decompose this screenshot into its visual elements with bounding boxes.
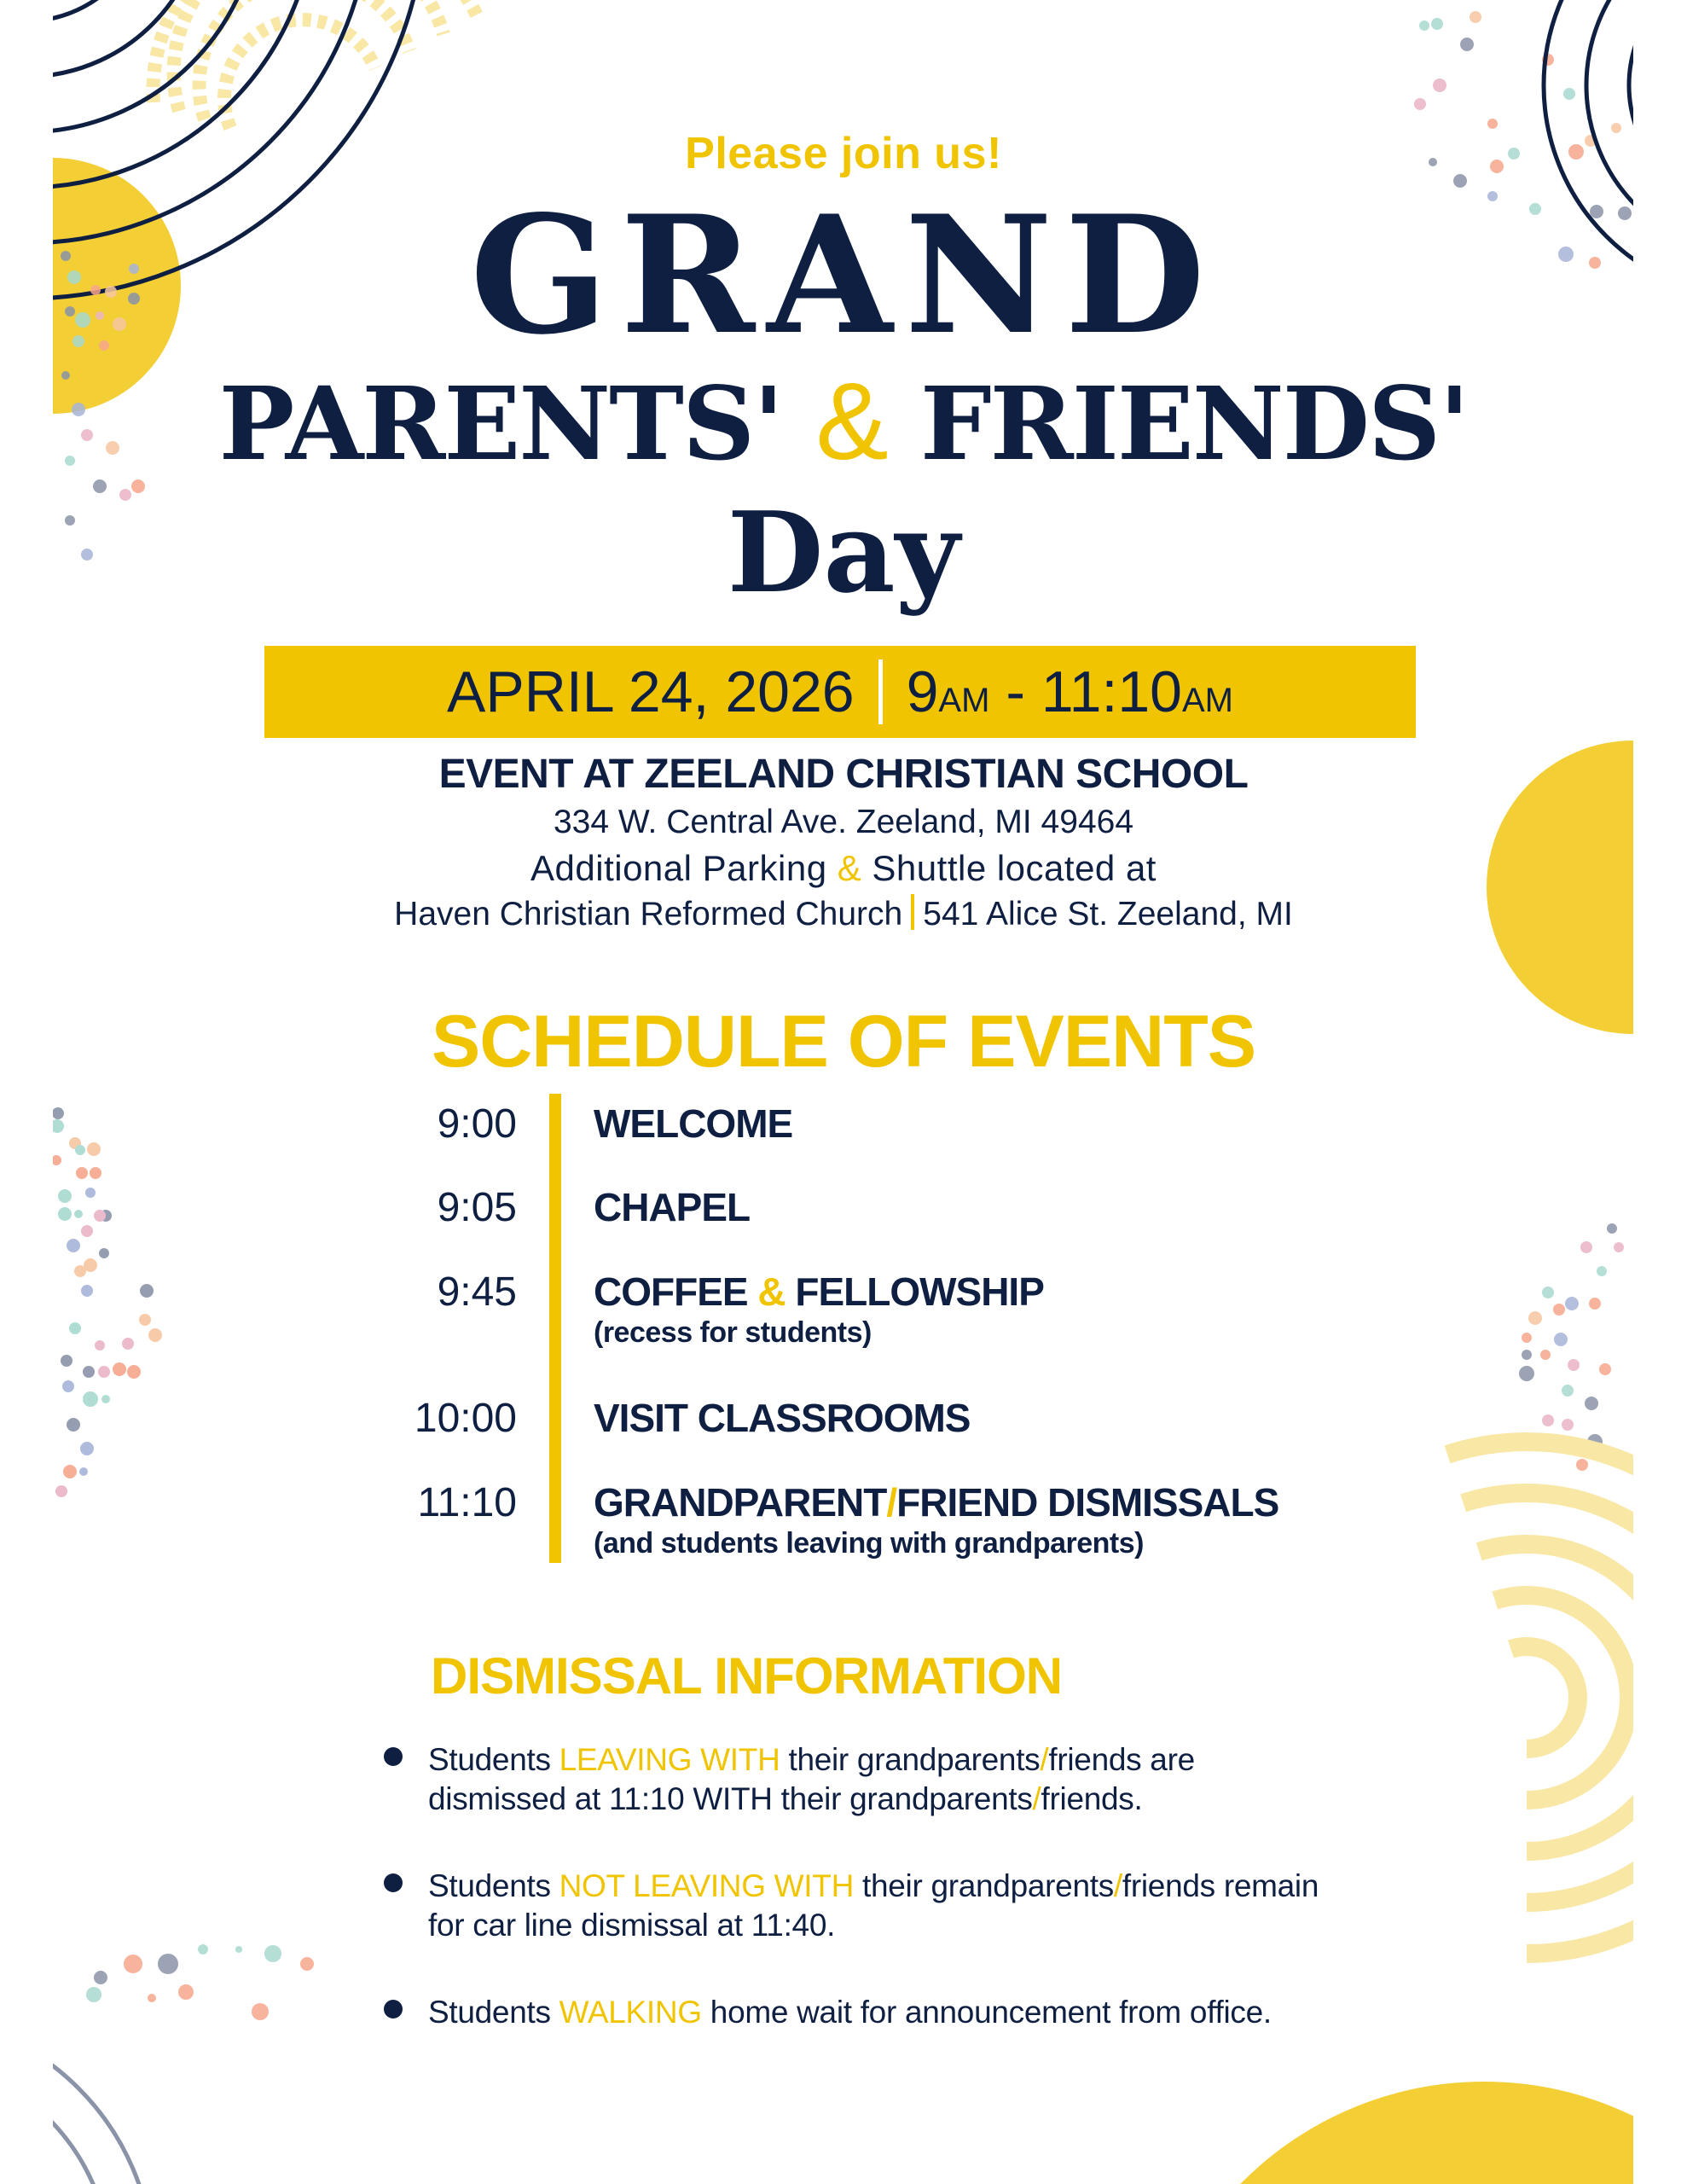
bullet-icon [384,1747,403,1766]
schedule-time: 11:10 [417,1480,517,1525]
venue-address: 334 W. Central Ave. Zeeland, MI 49464 [553,804,1134,840]
bullet-icon [384,2000,403,2018]
title-grand: GRAND [469,180,1217,370]
timeline-bar [549,1094,561,1563]
church-info [0,894,1687,933]
end-time: 11:10AM [1041,659,1233,724]
event-date: APRIL 24, 2026 [447,659,855,724]
church-address: 541 Alice St. Zeeland, MI [923,896,1293,932]
schedule-time: 9:00 [437,1101,517,1147]
banner-divider [878,659,883,724]
schedule-subtext: (and students leaving with grandparents) [594,1527,1144,1560]
schedule-time: 9:05 [437,1185,517,1230]
title-day: Day [727,487,960,618]
title-parents-friends [0,361,1687,483]
church-name: Haven Christian Reformed Church [394,896,903,932]
bullet-text: Students WALKING home wait for announcement from office. [428,1995,1272,2030]
schedule-label: VISIT CLASSROOMS [594,1396,971,1440]
bullet-icon [384,1873,403,1892]
schedule-title: SCHEDULE OF EVENTS [431,1001,1256,1083]
bullet-text: Students LEAVING WITH their grandparents/friends are dismissed at 11:10 WITH their grandparents/friends. [428,1742,1195,1816]
bullet-text: Students NOT LEAVING WITH their grandparents/friends remain for car line dismissal at 11:40. [428,1868,1319,1943]
title-ampersand: & [815,361,887,483]
start-time: 9AM [906,659,990,724]
schedule-label: COFFEE & FELLOWSHIP [594,1269,1044,1314]
dismissal-title: DISMISSAL INFORMATION [431,1647,1063,1705]
schedule-label: CHAPEL [594,1185,751,1229]
schedule-time: 10:00 [414,1396,517,1441]
schedule-subtext: (recess for students) [594,1316,872,1349]
venue-name: EVENT AT ZEELAND CHRISTIAN SCHOOL [438,752,1249,797]
time-dash: - [989,659,1041,724]
church-divider [911,894,914,930]
schedule-label: GRANDPARENT/FRIEND DISMISSALS [594,1480,1279,1525]
schedule-time: 9:45 [437,1269,517,1315]
date-banner [264,646,1416,738]
schedule-label: WELCOME [594,1101,793,1146]
tagline: Please join us! [685,129,1002,178]
title-parents: PARENTS' [218,364,783,483]
title-friends: FRIENDS' [919,364,1469,483]
parking-info: Additional Parking & Shuttle located at [530,848,1157,888]
parking-ampersand: & [837,848,862,888]
